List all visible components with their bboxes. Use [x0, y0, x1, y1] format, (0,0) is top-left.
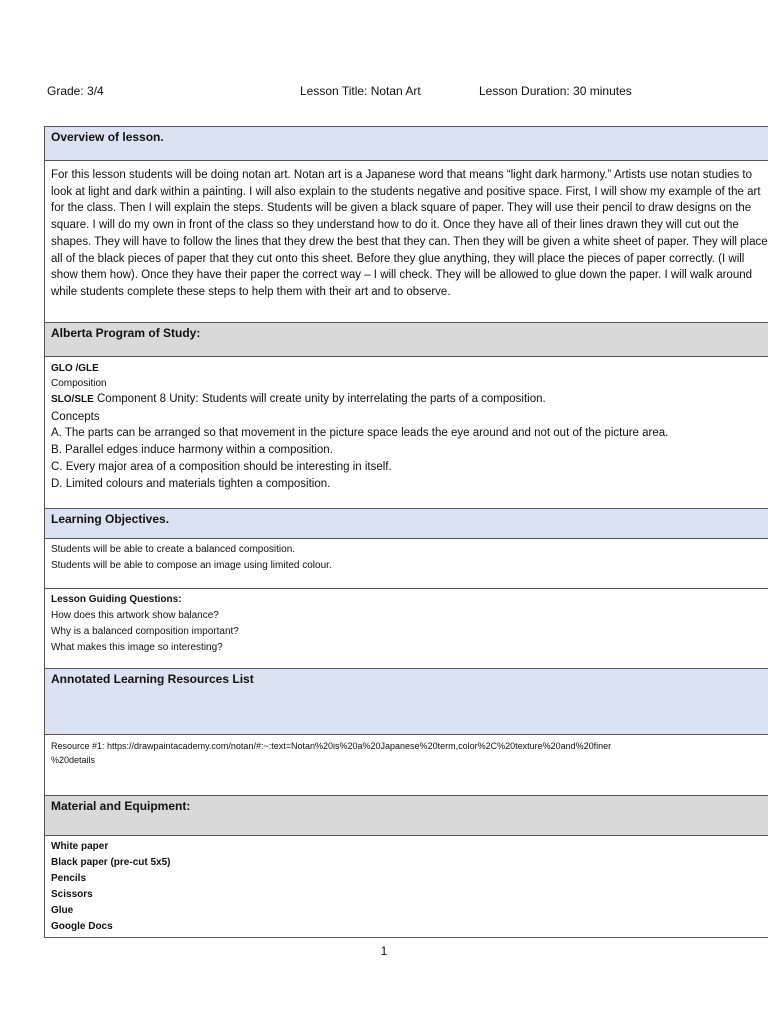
concept-item: B. Parallel edges induce harmony within a composition.: [51, 444, 333, 457]
guiding-item: What makes this image so interesting?: [51, 642, 223, 653]
glo-label: GLO /GLE: [51, 363, 99, 374]
program-heading: Alberta Program of Study:: [45, 323, 768, 357]
slo-label: SLO/SLE: [51, 394, 94, 405]
material-item: Google Docs: [51, 921, 113, 932]
lesson-title-label: Lesson Title: Notan Art: [300, 84, 421, 98]
material-item: Black paper (pre-cut 5x5): [51, 857, 171, 868]
objectives-heading: Learning Objectives.: [45, 509, 768, 539]
overview-text: For this lesson students will be doing notan art. Notan art is a Japanese word that means “light dark harmony.” Artists use notan studies to look at light and dark within a painting. I will also explain to the students negative and positive space. First, I will show my example of the art for the class. Then I will explain the steps. Students will be given a black square of paper. They will use their pencil to draw designs on the square. I will do my own in front of the class so they understand how to do it. Once they have all of their lines drawn they will cut out the shapes. They will have to follow the lines that they drew the best that they can. Then they will be given a white sheet of paper. They will place all of the black pieces of paper that they cut onto this sheet. Before they glue anything, they will place the pieces of paper correctly. (I will show them how). Once they have their paper the correct way – I will check. They will be allowed to glue down the paper. I will walk around while students complete these steps to help them with their art and to observe.: [45, 161, 768, 323]
materials-heading: Material and Equipment:: [45, 796, 768, 836]
slo-text: Component 8 Unity: Students will create unity by interrelating the parts of a composition.: [93, 393, 546, 405]
guiding-item: Why is a balanced composition important?: [51, 626, 239, 637]
concept-item: A. The parts can be arranged so that movement in the picture space leads the eye around and not out of the picture area.: [51, 427, 669, 440]
concepts-label: Concepts: [51, 410, 100, 423]
objective-item: Students will be able to create a balanced composition.: [51, 544, 296, 555]
resources-content: [45, 735, 768, 796]
page-number: 1: [380, 944, 388, 958]
materials-content: [45, 836, 768, 938]
objectives-content: [45, 539, 768, 589]
lesson-plan-table: [44, 126, 768, 938]
overview-heading: Overview of lesson.: [45, 127, 768, 161]
objective-item: Students will be able to compose an image using limited colour.: [51, 560, 332, 571]
guiding-item: How does this artwork show balance?: [51, 610, 219, 621]
concept-item: C. Every major area of a composition should be interesting in itself.: [51, 460, 392, 473]
resources-heading: Annotated Learning Resources List: [45, 669, 768, 735]
program-content: [45, 357, 768, 509]
material-item: Glue: [51, 905, 74, 916]
grade-label: Grade: 3/4: [47, 84, 104, 98]
glo-value: Composition: [51, 378, 107, 389]
slo-line: [51, 391, 768, 409]
material-item: Scissors: [51, 889, 93, 900]
concept-item: D. Limited colours and materials tighten a composition.: [51, 477, 331, 490]
material-item: Pencils: [51, 873, 87, 884]
lesson-duration-label: Lesson Duration: 30 minutes: [479, 84, 632, 98]
guiding-heading: Lesson Guiding Questions:: [51, 594, 182, 605]
resource-link[interactable]: Resource #1: https://drawpaintacademy.com/notan/#:~:text=Notan%20is%20a%20Japanese%20term,color%2C%20texture%20and%20finer: [51, 741, 612, 751]
guiding-content: [45, 589, 768, 669]
resource-link-continued[interactable]: %20details: [51, 755, 96, 765]
material-item: White paper: [51, 841, 109, 852]
